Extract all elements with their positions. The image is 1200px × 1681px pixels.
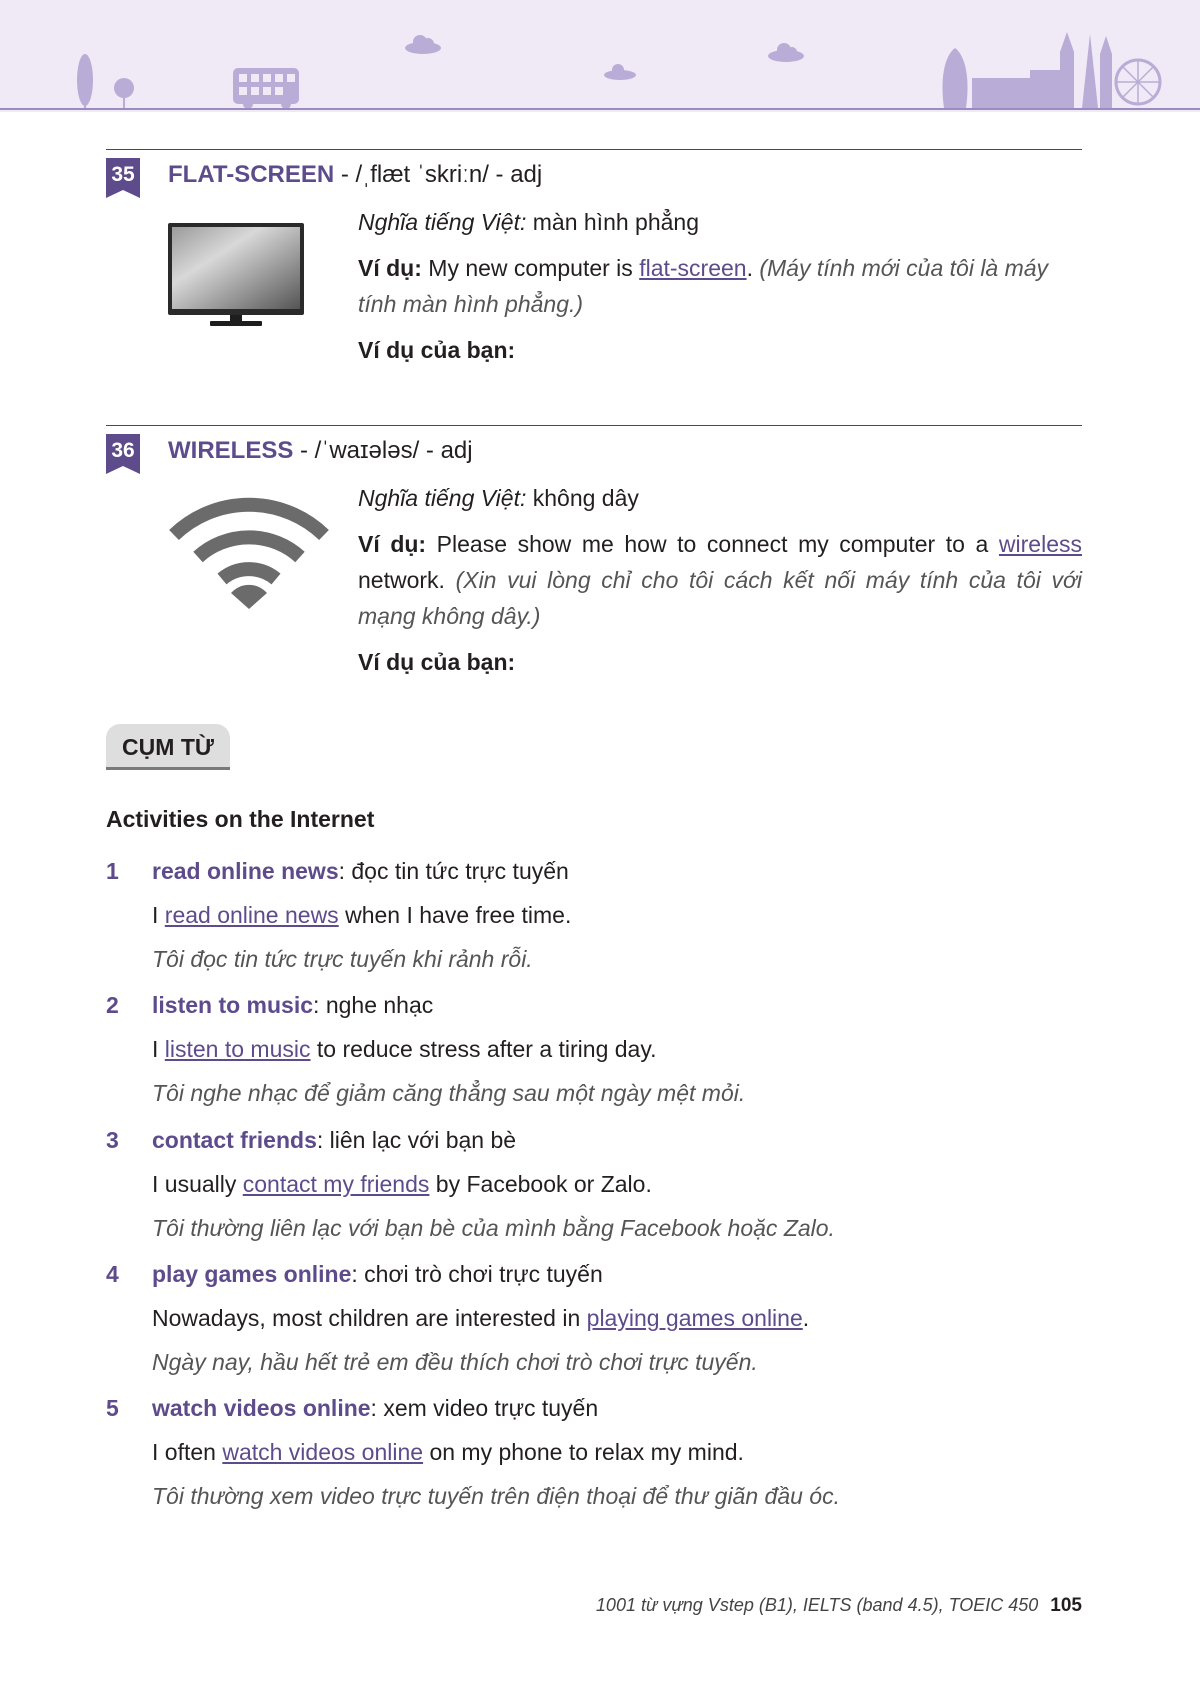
example-translation: (Máy tính mới của tôi là máy tính màn hình phẳng.) [358, 255, 1049, 317]
phrase-item [106, 992, 1082, 1122]
page-number: 105 [1050, 1595, 1082, 1616]
phrases-section-tag: CỤM TỪ [106, 724, 230, 770]
phrase-number: 4 [106, 1261, 119, 1287]
phrase-example: I listen to music to reduce stress after a tiring day. [152, 1036, 657, 1062]
headword: WIRELESS [168, 437, 294, 464]
phrase-definition: watch videos online: xem video trực tuyến [152, 1395, 599, 1421]
wifi-icon [168, 495, 330, 618]
headword-line [168, 161, 542, 189]
entry-body [358, 204, 1082, 378]
header-banner [0, 0, 1200, 112]
pronunciation: - /ˌflæt ˈskriːn/ - adj [334, 161, 543, 188]
meaning-line: Nghĩa tiếng Việt: màn hình phẳng [358, 209, 699, 235]
example-line: Ví dụ: My new computer is flat-screen. (Máy tính mới của tôi là máy tính màn hình phẳng.) [358, 255, 1049, 317]
phrase-definition: play games online: chơi trò chơi trực tuyến [152, 1261, 603, 1287]
example-translation: (Xin vui lòng chỉ cho tôi cách kết nối máy tính của tôi với mạng không dây.) [358, 567, 1082, 629]
highlighted-word: wireless [998, 531, 1082, 557]
flat-screen-tv-icon [168, 223, 304, 334]
london-skyline-illustration [0, 0, 1200, 112]
phrase-definition: listen to music: nghe nhạc [152, 992, 434, 1018]
entry-number-badge: 36 [106, 434, 140, 474]
phrase-definition: contact friends: liên lạc với bạn bè [152, 1127, 517, 1153]
phrase-translation: Tôi nghe nhạc để giảm căng thẳng sau một ngày mệt mỏi. [152, 1080, 746, 1106]
phrase-translation: Tôi thường liên lạc với bạn bè của mình bằng Facebook hoặc Zalo. [152, 1215, 835, 1241]
phrase-example: Nowadays, most children are interested in playing games online. [152, 1305, 810, 1331]
phrase-example: I usually contact my friends by Facebook or Zalo. [152, 1171, 652, 1197]
vocab-entry [106, 425, 1082, 685]
entry-divider [106, 149, 1082, 150]
phrase-item [106, 858, 1082, 988]
phrase-example: I read online news when I have free time. [152, 902, 572, 928]
your-example-label: Ví dụ của bạn: [358, 649, 516, 675]
phrase-number: 2 [106, 992, 119, 1018]
your-example-label: Ví dụ của bạn: [358, 337, 516, 363]
pronunciation: - /ˈwaɪələs/ - adj [293, 437, 473, 464]
headword-line [168, 437, 473, 465]
phrase-item [106, 1261, 1082, 1391]
phrase-example: I often watch videos online on my phone to relax my mind. [152, 1439, 744, 1465]
phrase-definition: read online news: đọc tin tức trực tuyến [152, 858, 569, 884]
meaning-line: Nghĩa tiếng Việt: không dây [358, 485, 639, 511]
entry-divider [106, 425, 1082, 426]
phrase-item [106, 1395, 1082, 1525]
phrase-number: 3 [106, 1127, 119, 1153]
entry-number-badge: 35 [106, 158, 140, 198]
phrase-number: 5 [106, 1395, 119, 1421]
headword: FLAT-SCREEN [168, 161, 335, 188]
entry-body [358, 480, 1082, 690]
phrase-translation: Ngày nay, hầu hết trẻ em đều thích chơi trò chơi trực tuyến. [152, 1349, 758, 1375]
banner-baseline [0, 108, 1200, 110]
phrase-item [106, 1127, 1082, 1257]
phrase-number: 1 [106, 858, 119, 884]
phrase-translation: Tôi thường xem video trực tuyến trên điện thoại để thư giãn đầu óc. [152, 1483, 840, 1509]
highlighted-word: flat-screen [639, 255, 747, 281]
example-line: Ví dụ: Please show me how to connect my computer to a wireless network. (Xin vui lòng chỉ cho tôi cách kết nối máy tính của tôi với mạng không dây.) [358, 531, 1082, 629]
book-title: 1001 từ vựng Vstep (B1), IELTS (band 4.5), TOEIC 450 [595, 1595, 1039, 1615]
phrases-section-title: Activities on the Internet [106, 806, 375, 832]
phrase-translation: Tôi đọc tin tức trực tuyến khi rảnh rỗi. [152, 946, 533, 972]
page-footer [596, 1595, 1082, 1617]
vocab-entry [106, 149, 1082, 399]
